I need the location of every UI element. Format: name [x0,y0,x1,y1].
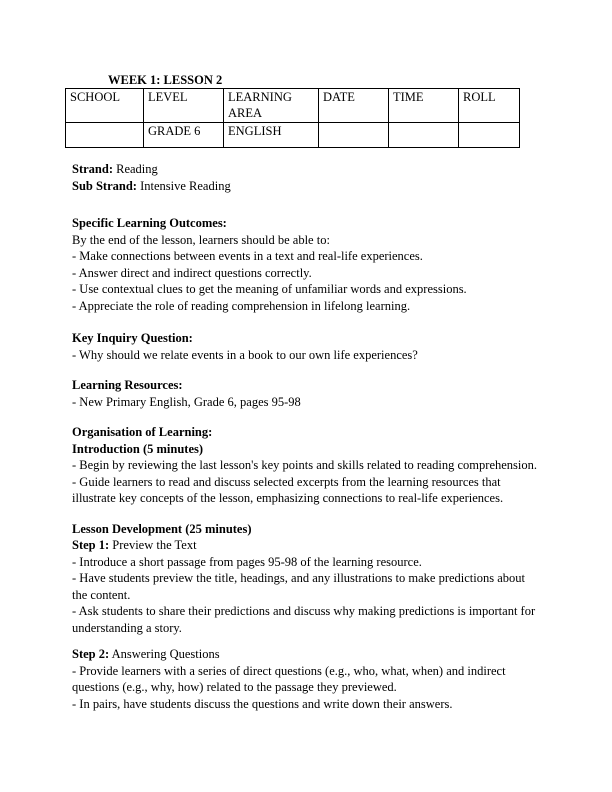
header-cell-school: SCHOOL [66,89,144,123]
step1-label: Step 1: [72,538,110,552]
lesson-info-table [65,88,520,148]
step1-title: Preview the Text [112,538,197,552]
key-inquiry-heading: Key Inquiry Question: [72,331,193,345]
cell-school-value [66,123,144,148]
cell-level-value: GRADE 6 [144,123,224,148]
introduction-subheading: Introduction (5 minutes) [72,441,204,456]
outcome-item: - Appreciate the role of reading comprehension in lifelong learning. [72,298,411,313]
step1-item: - Have students preview the title, headings, and any illustrations to make predictions about the content. [72,571,526,602]
step2-item: - In pairs, have students discuss the questions and write down their answers. [72,696,453,711]
outcome-item: - Make connections between events in a text and real-life experiences. [72,249,423,263]
cell-learning-area-value: ENGLISH [224,123,319,148]
step1-line [72,537,540,554]
strand-line [72,161,540,178]
organisation-section [72,424,540,507]
strand-section [72,161,540,194]
step2-item: - Provide learners with a series of direct questions (e.g., who, what, when) and indirect questions (e.g., why, how) related to the passage they previewed. [72,663,506,694]
outcomes-section [72,215,540,314]
step2-label: Step 2: [72,647,110,661]
step2-line [72,646,540,663]
organisation-item: - Begin by reviewing the last lesson's key points and skills related to reading comprehension. [72,458,538,472]
resources-section [72,377,540,410]
sub-strand-label: Sub Strand: [72,178,137,193]
cell-time-value [389,123,459,148]
lesson-development-heading: Lesson Development (25 minutes) [72,521,252,536]
table-data-row [66,123,520,148]
strand-label: Strand: [72,162,113,176]
outcome-item: - Answer direct and indirect questions correctly. [72,265,312,280]
organisation-item: - Guide learners to read and discuss selected excerpts from the learning resources that illustrate key concepts of the lesson, emphasizing connections to real-life experiences. [72,474,504,505]
step1-item: - Ask students to share their predictions and discuss why making predictions is important for understanding a story. [72,604,536,635]
cell-date-value [319,123,389,148]
key-inquiry-item: - Why should we relate events in a book to our own life experiences? [72,347,418,362]
strand-value: Reading [116,162,158,176]
outcomes-intro: By the end of the lesson, learners should be able to: [72,232,330,247]
resources-heading: Learning Resources: [72,378,183,392]
lesson-development-section [72,521,540,637]
table-header-row [66,89,520,123]
step2-section [72,646,540,712]
header-cell-learning-area: LEARNING AREA [224,89,319,123]
header-cell-level: LEVEL [144,89,224,123]
cell-roll-value [459,123,520,148]
sub-strand-value: Intensive Reading [140,178,231,193]
resource-item: - New Primary English, Grade 6, pages 95-98 [72,394,301,409]
outcomes-heading: Specific Learning Outcomes: [72,216,227,230]
header-cell-date: DATE [319,89,389,123]
outcome-item: - Use contextual clues to get the meaning of unfamiliar words and expressions. [72,282,467,296]
key-inquiry-section [72,330,540,363]
step2-title: Answering Questions [111,647,220,661]
sub-strand-line [72,178,540,195]
header-cell-time: TIME [389,89,459,123]
lesson-title: WEEK 1: LESSON 2 [108,73,223,87]
organisation-heading: Organisation of Learning: [72,425,213,439]
header-cell-roll: ROLL [459,89,520,123]
step1-item: - Introduce a short passage from pages 95-98 of the learning resource. [72,554,422,569]
